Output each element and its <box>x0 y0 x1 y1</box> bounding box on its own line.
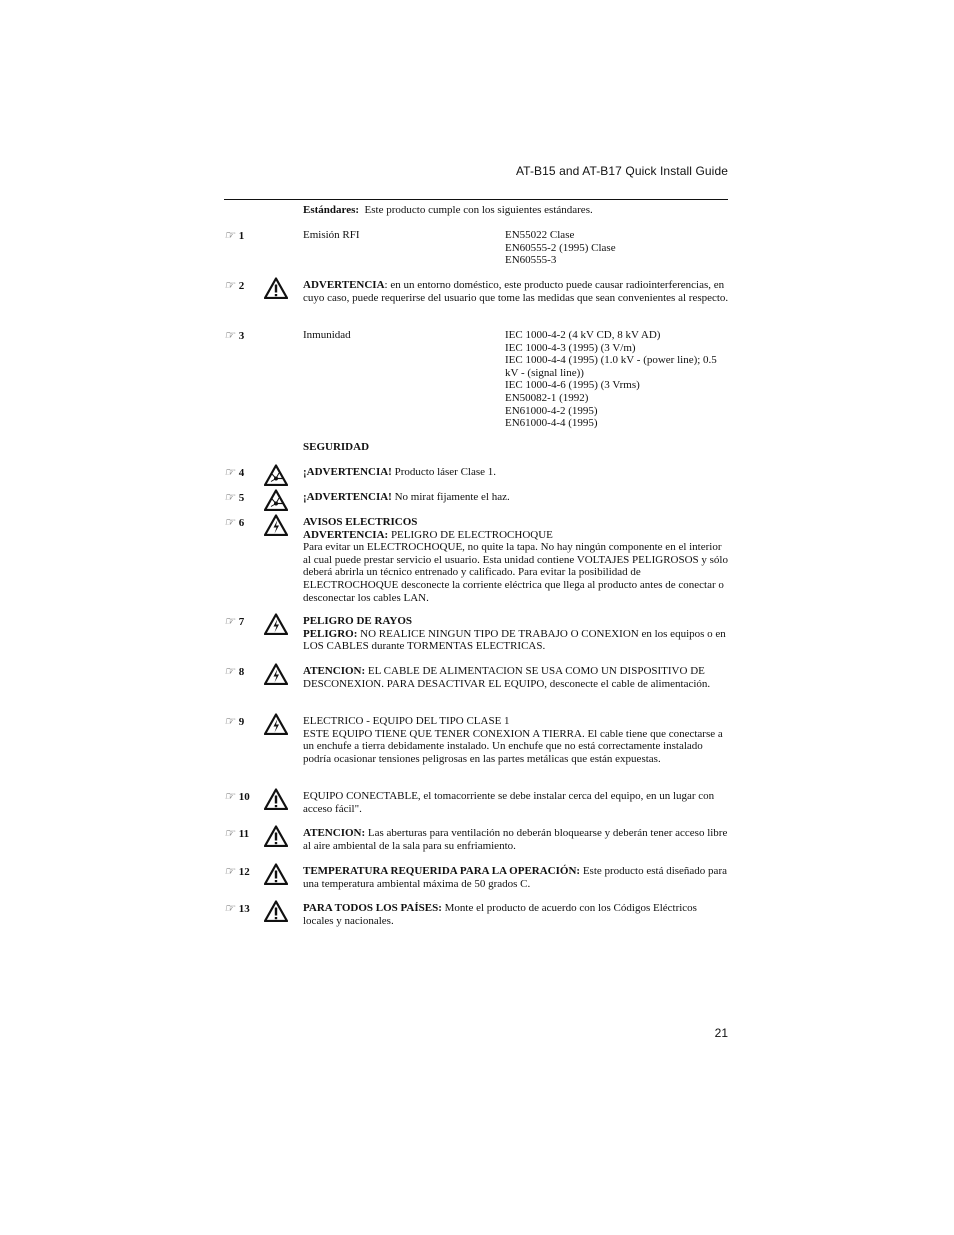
item-number: 5 <box>238 492 245 504</box>
hand-pointer-icon: ☞ <box>224 278 235 292</box>
hand-pointer-icon: ☞ <box>224 826 235 840</box>
header-rule <box>224 199 728 200</box>
hand-pointer-icon: ☞ <box>224 864 235 878</box>
item-text <box>303 491 729 504</box>
item-body: Este producto está diseñado para una temperatura ambiental máxima de 50 grados C. <box>303 865 727 890</box>
item-standards <box>505 329 730 430</box>
standard-line: EN61000-4-2 (1995) <box>505 404 598 417</box>
hand-pointer-icon: ☞ <box>224 490 235 504</box>
item-title: ELECTRICO - EQUIPO DEL TIPO CLASE 1 <box>303 715 510 727</box>
standards-text: Este producto cumple con los siguientes estándares. <box>364 204 593 216</box>
hand-pointer-icon: ☞ <box>224 614 235 628</box>
item-number: 7 <box>238 616 245 628</box>
item-number: 2 <box>238 280 245 292</box>
running-header: AT-B15 and AT-B17 Quick Install Guide <box>515 164 728 178</box>
item-number: 10 <box>238 791 250 803</box>
item-number: 12 <box>238 866 250 878</box>
item-standards <box>505 229 730 267</box>
item-body: Las aberturas para ventilación no deberán bloquearse y deberán tener acceso libre al aire ambiental de la sala para su enfriamiento. <box>303 827 728 852</box>
standard-line: IEC 1000-4-3 (1995) (3 V/m) <box>505 341 636 354</box>
hand-pointer-icon: ☞ <box>224 515 235 529</box>
hand-pointer-icon: ☞ <box>224 228 235 242</box>
warning-triangle-icon <box>264 788 288 810</box>
warning-triangle-icon <box>264 900 288 922</box>
hand-pointer-icon: ☞ <box>224 465 235 479</box>
item-body: Para evitar un ELECTROCHOQUE, no quite la tapa. No hay ningún componente en el interior al cual puede prestar servicio el usuario. Esta unidad contiene VOLTAJES PELIGROSOS y sólo deberá abrirla un técnico entrenado y calificado. Para evitar la posibilidad de ELECTROCHOQUE desconecte la corriente eléctrica que llega al producto antes de conectar o desconectar los cables LAN. <box>303 541 728 604</box>
item-body: : en un entorno doméstico, este producto puede causar radiointerferencias, en cuyo caso, puede requerirse del usuario que tome las medidas que sean convenientes al respecto. <box>303 279 729 304</box>
item-body: EL CABLE DE ALIMENTACION SE USA COMO UN DISPOSITIVO DE DESCONEXION. PARA DESACTIVAR EL EQUIPO, desconecte el cable de alimentación. <box>303 665 711 690</box>
item-text <box>303 665 729 690</box>
hand-pointer-icon: ☞ <box>224 328 235 342</box>
electric-shock-icon <box>264 713 288 735</box>
standard-line: EN61000-4-4 (1995) <box>505 417 598 430</box>
standard-line: IEC 1000-4-2 (4 kV CD, 8 kV AD) <box>505 329 661 341</box>
standard-line: EN60555-2 (1995) Clase <box>505 241 616 254</box>
item-number: 11 <box>238 828 250 840</box>
page-number: 21 <box>714 1026 728 1040</box>
item-label: Emisión RFI <box>303 229 360 241</box>
warning-triangle-icon <box>264 277 288 299</box>
warning-triangle-icon <box>264 825 288 847</box>
item-body: NO REALICE NINGUN TIPO DE TRABAJO O CONEXION en los equipos o en LOS CABLES durante TORMENTAS ELECTRICAS. <box>303 627 726 653</box>
hand-pointer-icon: ☞ <box>224 714 235 728</box>
item-subtitle: PELIGRO DE ELECTROCHOQUE <box>388 528 553 541</box>
item-number: 9 <box>238 716 245 728</box>
item-text <box>303 615 729 653</box>
electric-shock-icon <box>264 663 288 685</box>
item-label: ¡ADVERTENCIA! <box>303 466 392 478</box>
item-text <box>303 466 729 479</box>
item-body: No mirat fijamente el haz. <box>391 491 510 503</box>
item-label: TEMPERATURA REQUERIDA PARA LA OPERACIÓN: <box>303 865 581 877</box>
standards-intro <box>303 204 728 217</box>
item-text <box>303 715 729 765</box>
item-title: PELIGRO DE RAYOS <box>303 615 413 627</box>
item-text <box>303 516 729 604</box>
item-body: Monte el producto de acuerdo con los Códigos Eléctricos locales y nacionales. <box>303 902 697 927</box>
item-text <box>303 902 729 927</box>
hand-pointer-icon: ☞ <box>224 901 235 915</box>
item-title: AVISOS ELECTRICOS <box>303 516 418 528</box>
warning-triangle-icon <box>264 863 288 885</box>
standard-line: IEC 1000-4-4 (1995) (1.0 kV - (power line); 0.5 kV - (signal line)) <box>505 354 717 379</box>
hand-pointer-icon: ☞ <box>224 664 235 678</box>
standard-line: EN50082-1 (1992) <box>505 391 589 404</box>
item-number: 4 <box>238 467 245 479</box>
item-number: 1 <box>238 230 245 242</box>
item-body: Producto láser Clase 1. <box>391 466 497 478</box>
item-body: ESTE EQUIPO TIENE QUE TENER CONEXION A TIERRA. El cable tiene que conectarse a un enchufe a tierra debidamente instalado. Un enchufe que no está correctamente instalado podría ocasionar tensiones peligrosas en las partes metálicas que están expuestas. <box>303 727 723 765</box>
laser-warning-icon <box>264 489 288 511</box>
standard-line: EN55022 Clase <box>505 229 575 241</box>
laser-warning-icon <box>264 464 288 486</box>
item-label: PELIGRO: <box>303 627 358 640</box>
item-text <box>303 827 729 852</box>
item-text <box>303 279 729 304</box>
standards-label: Estándares: <box>303 204 360 216</box>
item-label: Inmunidad <box>303 329 351 341</box>
electric-shock-icon <box>264 613 288 635</box>
hand-pointer-icon: ☞ <box>224 789 235 803</box>
section-heading: SEGURIDAD <box>303 441 370 453</box>
item-label: PARA TODOS LOS PAÍSES: <box>303 902 442 914</box>
item-number: 8 <box>238 666 245 678</box>
item-text <box>303 865 729 890</box>
item-label: ¡ADVERTENCIA! <box>303 491 392 503</box>
item-number: 3 <box>238 330 245 342</box>
item-number: 6 <box>238 517 245 529</box>
item-label: ADVERTENCIA: <box>303 528 389 541</box>
item-number: 13 <box>238 903 250 915</box>
standard-line: EN60555-3 <box>505 254 557 267</box>
item-label: ATENCION: <box>303 665 366 677</box>
item-text: EQUIPO CONECTABLE, el tomacorriente se debe instalar cerca del equipo, en un lugar con acceso fácil". <box>303 790 715 815</box>
electric-shock-icon <box>264 514 288 536</box>
item-label: ADVERTENCIA <box>303 279 385 291</box>
item-label: ATENCION: <box>303 827 366 839</box>
standard-line: IEC 1000-4-6 (1995) (3 Vrms) <box>505 379 640 392</box>
